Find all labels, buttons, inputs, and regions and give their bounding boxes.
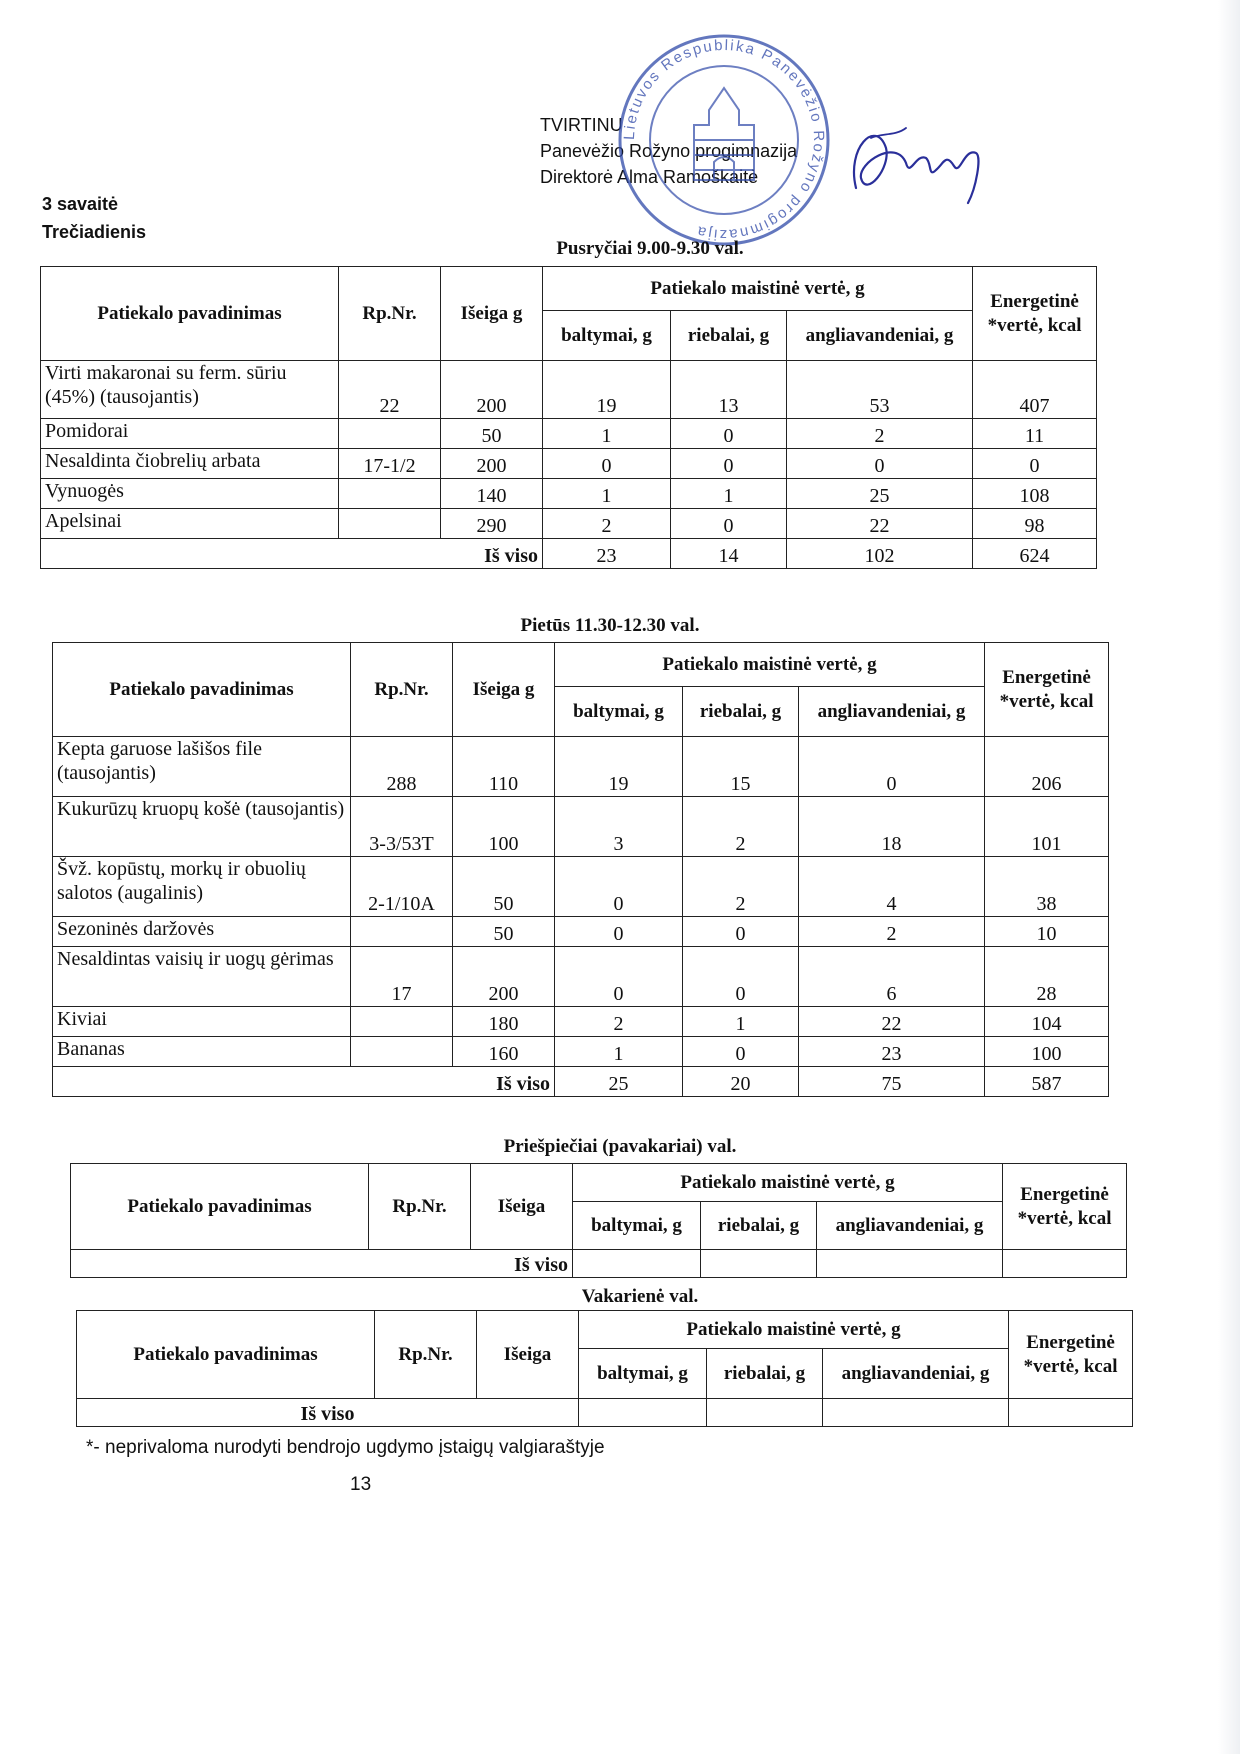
header-fat: riebalai, g bbox=[701, 1202, 817, 1250]
table-row bbox=[53, 797, 1109, 857]
total-carbs: 102 bbox=[787, 539, 973, 569]
dish-energy: 28 bbox=[985, 947, 1109, 1007]
header-nutrition: Patiekalo maistinė vertė, g bbox=[543, 267, 973, 311]
dish-protein: 0 bbox=[543, 449, 671, 479]
lunch-title: Pietūs 11.30-12.30 val. bbox=[520, 615, 700, 636]
svg-text:Lietuvos Respublika Panevėžio: Lietuvos Respublika Panevėžio Rožyno progimnazija bbox=[620, 36, 828, 244]
dish-rp bbox=[351, 1007, 453, 1037]
dish-name: Bananas bbox=[53, 1037, 351, 1067]
dish-energy: 407 bbox=[973, 361, 1097, 419]
dish-energy: 0 bbox=[973, 449, 1097, 479]
dish-name: Apelsinai bbox=[41, 509, 339, 539]
dinner-title: Vakarienė val. bbox=[581, 1286, 699, 1307]
dish-protein: 19 bbox=[555, 737, 683, 797]
header-protein: baltymai, g bbox=[555, 687, 683, 737]
dish-energy: 10 bbox=[985, 917, 1109, 947]
total-energy: 624 bbox=[973, 539, 1097, 569]
lunch-table bbox=[52, 642, 1109, 1097]
dish-carbs: 53 bbox=[787, 361, 973, 419]
snack-table bbox=[70, 1163, 1127, 1278]
dinner-table bbox=[76, 1310, 1133, 1427]
breakfast-title: Pusryčiai 9.00-9.30 val. bbox=[556, 238, 744, 259]
total-carbs bbox=[823, 1399, 1009, 1427]
total-label: Iš viso bbox=[77, 1399, 579, 1427]
header-energy: Energetinė *vertė, kcal bbox=[1009, 1311, 1133, 1399]
dish-fat: 2 bbox=[683, 857, 799, 917]
dish-carbs: 18 bbox=[799, 797, 985, 857]
dish-protein: 1 bbox=[543, 419, 671, 449]
total-fat bbox=[701, 1250, 817, 1278]
dish-fat: 0 bbox=[671, 419, 787, 449]
total-row bbox=[71, 1250, 1127, 1278]
total-energy bbox=[1009, 1399, 1133, 1427]
header-carbs: angliavandeniai, g bbox=[817, 1202, 1003, 1250]
total-row bbox=[53, 1067, 1109, 1097]
total-row bbox=[77, 1399, 1133, 1427]
dish-carbs: 25 bbox=[787, 479, 973, 509]
dish-output: 180 bbox=[453, 1007, 555, 1037]
total-label: Iš viso bbox=[41, 539, 543, 569]
dish-name: Virti makaronai su ferm. sūriu (45%) (tausojantis) bbox=[41, 361, 339, 419]
day-label: Trečiadienis bbox=[42, 222, 147, 242]
dish-protein: 1 bbox=[555, 1037, 683, 1067]
total-fat: 14 bbox=[671, 539, 787, 569]
dish-fat: 0 bbox=[671, 509, 787, 539]
header-output: Išeiga bbox=[477, 1311, 579, 1399]
dish-fat: 1 bbox=[671, 479, 787, 509]
dish-output: 110 bbox=[453, 737, 555, 797]
header-nutrition: Patiekalo maistinė vertė, g bbox=[573, 1164, 1003, 1202]
dish-output: 50 bbox=[453, 917, 555, 947]
dish-output: 200 bbox=[441, 449, 543, 479]
header-output: Išeiga g bbox=[441, 267, 543, 361]
approval-director: Direktorė Alma Ramoškaitė bbox=[540, 167, 759, 187]
dish-protein: 1 bbox=[543, 479, 671, 509]
header-carbs: angliavandeniai, g bbox=[823, 1349, 1009, 1399]
dish-name: Kukurūzų kruopų košė (tausojantis) bbox=[53, 797, 351, 857]
dish-name: Vynuogės bbox=[41, 479, 339, 509]
dish-protein: 3 bbox=[555, 797, 683, 857]
official-stamp bbox=[614, 30, 834, 250]
header-name: Patiekalo pavadinimas bbox=[41, 267, 339, 361]
dish-protein: 0 bbox=[555, 917, 683, 947]
dish-protein: 0 bbox=[555, 857, 683, 917]
total-label: Iš viso bbox=[53, 1067, 555, 1097]
dish-output: 100 bbox=[453, 797, 555, 857]
dish-protein: 2 bbox=[555, 1007, 683, 1037]
dish-fat: 13 bbox=[671, 361, 787, 419]
dish-carbs: 2 bbox=[787, 419, 973, 449]
approval-title: TVIRTINU bbox=[540, 115, 623, 135]
total-label: Iš viso bbox=[71, 1250, 573, 1278]
snack-title: Priešpiečiai (pavakariai) val. bbox=[503, 1136, 737, 1157]
dish-fat: 15 bbox=[683, 737, 799, 797]
dish-energy: 11 bbox=[973, 419, 1097, 449]
table-row bbox=[41, 479, 1097, 509]
header-fat: riebalai, g bbox=[683, 687, 799, 737]
header-carbs: angliavandeniai, g bbox=[799, 687, 985, 737]
total-carbs: 75 bbox=[799, 1067, 985, 1097]
dish-rp bbox=[351, 917, 453, 947]
header-energy: Energetinė *vertė, kcal bbox=[973, 267, 1097, 361]
dish-rp bbox=[339, 419, 441, 449]
dish-output: 50 bbox=[441, 419, 543, 449]
director-signature bbox=[836, 108, 996, 218]
breakfast-table bbox=[40, 266, 1097, 569]
header-name: Patiekalo pavadinimas bbox=[71, 1164, 369, 1250]
table-row bbox=[53, 947, 1109, 1007]
total-protein: 25 bbox=[555, 1067, 683, 1097]
dish-carbs: 23 bbox=[799, 1037, 985, 1067]
table-row bbox=[53, 737, 1109, 797]
dish-name: Švž. kopūstų, morkų ir obuolių salotos (augalinis) bbox=[53, 857, 351, 917]
dish-energy: 108 bbox=[973, 479, 1097, 509]
dish-energy: 98 bbox=[973, 509, 1097, 539]
header-protein: baltymai, g bbox=[543, 311, 671, 361]
header-energy: Energetinė *vertė, kcal bbox=[985, 643, 1109, 737]
dish-rp: 3-3/53T bbox=[351, 797, 453, 857]
total-protein bbox=[579, 1399, 707, 1427]
table-row bbox=[41, 509, 1097, 539]
total-protein: 23 bbox=[543, 539, 671, 569]
dish-rp bbox=[339, 479, 441, 509]
scan-edge bbox=[1218, 0, 1240, 1754]
dish-name: Kiviai bbox=[53, 1007, 351, 1037]
table-row bbox=[53, 857, 1109, 917]
header-fat: riebalai, g bbox=[707, 1349, 823, 1399]
dish-carbs: 2 bbox=[799, 917, 985, 947]
dish-rp: 288 bbox=[351, 737, 453, 797]
dish-protein: 0 bbox=[555, 947, 683, 1007]
dish-rp bbox=[351, 1037, 453, 1067]
dish-rp: 22 bbox=[339, 361, 441, 419]
header-rp: Rp.Nr. bbox=[369, 1164, 471, 1250]
header-name: Patiekalo pavadinimas bbox=[77, 1311, 375, 1399]
total-carbs bbox=[817, 1250, 1003, 1278]
dish-name: Pomidorai bbox=[41, 419, 339, 449]
dish-protein: 2 bbox=[543, 509, 671, 539]
header-output: Išeiga g bbox=[453, 643, 555, 737]
total-energy bbox=[1003, 1250, 1127, 1278]
header-output: Išeiga bbox=[471, 1164, 573, 1250]
table-row bbox=[53, 1007, 1109, 1037]
header-rp: Rp.Nr. bbox=[375, 1311, 477, 1399]
table-row bbox=[41, 419, 1097, 449]
dish-energy: 100 bbox=[985, 1037, 1109, 1067]
dish-protein: 19 bbox=[543, 361, 671, 419]
dish-carbs: 22 bbox=[787, 509, 973, 539]
dish-energy: 38 bbox=[985, 857, 1109, 917]
dish-carbs: 22 bbox=[799, 1007, 985, 1037]
dish-name: Sezoninės daržovės bbox=[53, 917, 351, 947]
footnote: *- neprivaloma nurodyti bendrojo ugdymo įstaigų valgiaraštyje bbox=[86, 1437, 605, 1458]
dish-rp bbox=[339, 509, 441, 539]
dish-output: 50 bbox=[453, 857, 555, 917]
dish-output: 290 bbox=[441, 509, 543, 539]
dish-output: 160 bbox=[453, 1037, 555, 1067]
header-carbs: angliavandeniai, g bbox=[787, 311, 973, 361]
dish-output: 200 bbox=[441, 361, 543, 419]
header-nutrition: Patiekalo maistinė vertė, g bbox=[579, 1311, 1009, 1349]
total-energy: 587 bbox=[985, 1067, 1109, 1097]
dish-fat: 2 bbox=[683, 797, 799, 857]
header-name: Patiekalo pavadinimas bbox=[53, 643, 351, 737]
header-protein: baltymai, g bbox=[579, 1349, 707, 1399]
dish-output: 140 bbox=[441, 479, 543, 509]
dish-fat: 0 bbox=[683, 947, 799, 1007]
dish-carbs: 0 bbox=[799, 737, 985, 797]
table-row bbox=[53, 1037, 1109, 1067]
dish-carbs: 6 bbox=[799, 947, 985, 1007]
total-fat: 20 bbox=[683, 1067, 799, 1097]
page-number: 13 bbox=[350, 1474, 372, 1495]
dish-energy: 206 bbox=[985, 737, 1109, 797]
week-heading bbox=[42, 190, 146, 246]
dish-fat: 0 bbox=[683, 1037, 799, 1067]
dish-rp: 2-1/10A bbox=[351, 857, 453, 917]
dish-rp: 17-1/2 bbox=[339, 449, 441, 479]
dish-carbs: 0 bbox=[787, 449, 973, 479]
dish-fat: 0 bbox=[683, 917, 799, 947]
table-row bbox=[41, 449, 1097, 479]
header-nutrition: Patiekalo maistinė vertė, g bbox=[555, 643, 985, 687]
dish-name: Nesaldintas vaisių ir uogų gėrimas bbox=[53, 947, 351, 1007]
dish-name: Nesaldinta čiobrelių arbata bbox=[41, 449, 339, 479]
dish-name: Kepta garuose lašišos file (tausojantis) bbox=[53, 737, 351, 797]
total-row bbox=[41, 539, 1097, 569]
total-fat bbox=[707, 1399, 823, 1427]
dish-rp: 17 bbox=[351, 947, 453, 1007]
week-label: 3 savaitė bbox=[42, 194, 119, 214]
dish-carbs: 4 bbox=[799, 857, 985, 917]
header-rp: Rp.Nr. bbox=[351, 643, 453, 737]
dish-fat: 0 bbox=[671, 449, 787, 479]
dish-energy: 104 bbox=[985, 1007, 1109, 1037]
total-protein bbox=[573, 1250, 701, 1278]
header-fat: riebalai, g bbox=[671, 311, 787, 361]
table-row bbox=[53, 917, 1109, 947]
dish-energy: 101 bbox=[985, 797, 1109, 857]
header-protein: baltymai, g bbox=[573, 1202, 701, 1250]
dish-fat: 1 bbox=[683, 1007, 799, 1037]
approval-school: Panevėžio Rožyno progimnazija bbox=[540, 141, 798, 161]
header-energy: Energetinė *vertė, kcal bbox=[1003, 1164, 1127, 1250]
header-rp: Rp.Nr. bbox=[339, 267, 441, 361]
table-row bbox=[41, 361, 1097, 419]
dish-output: 200 bbox=[453, 947, 555, 1007]
